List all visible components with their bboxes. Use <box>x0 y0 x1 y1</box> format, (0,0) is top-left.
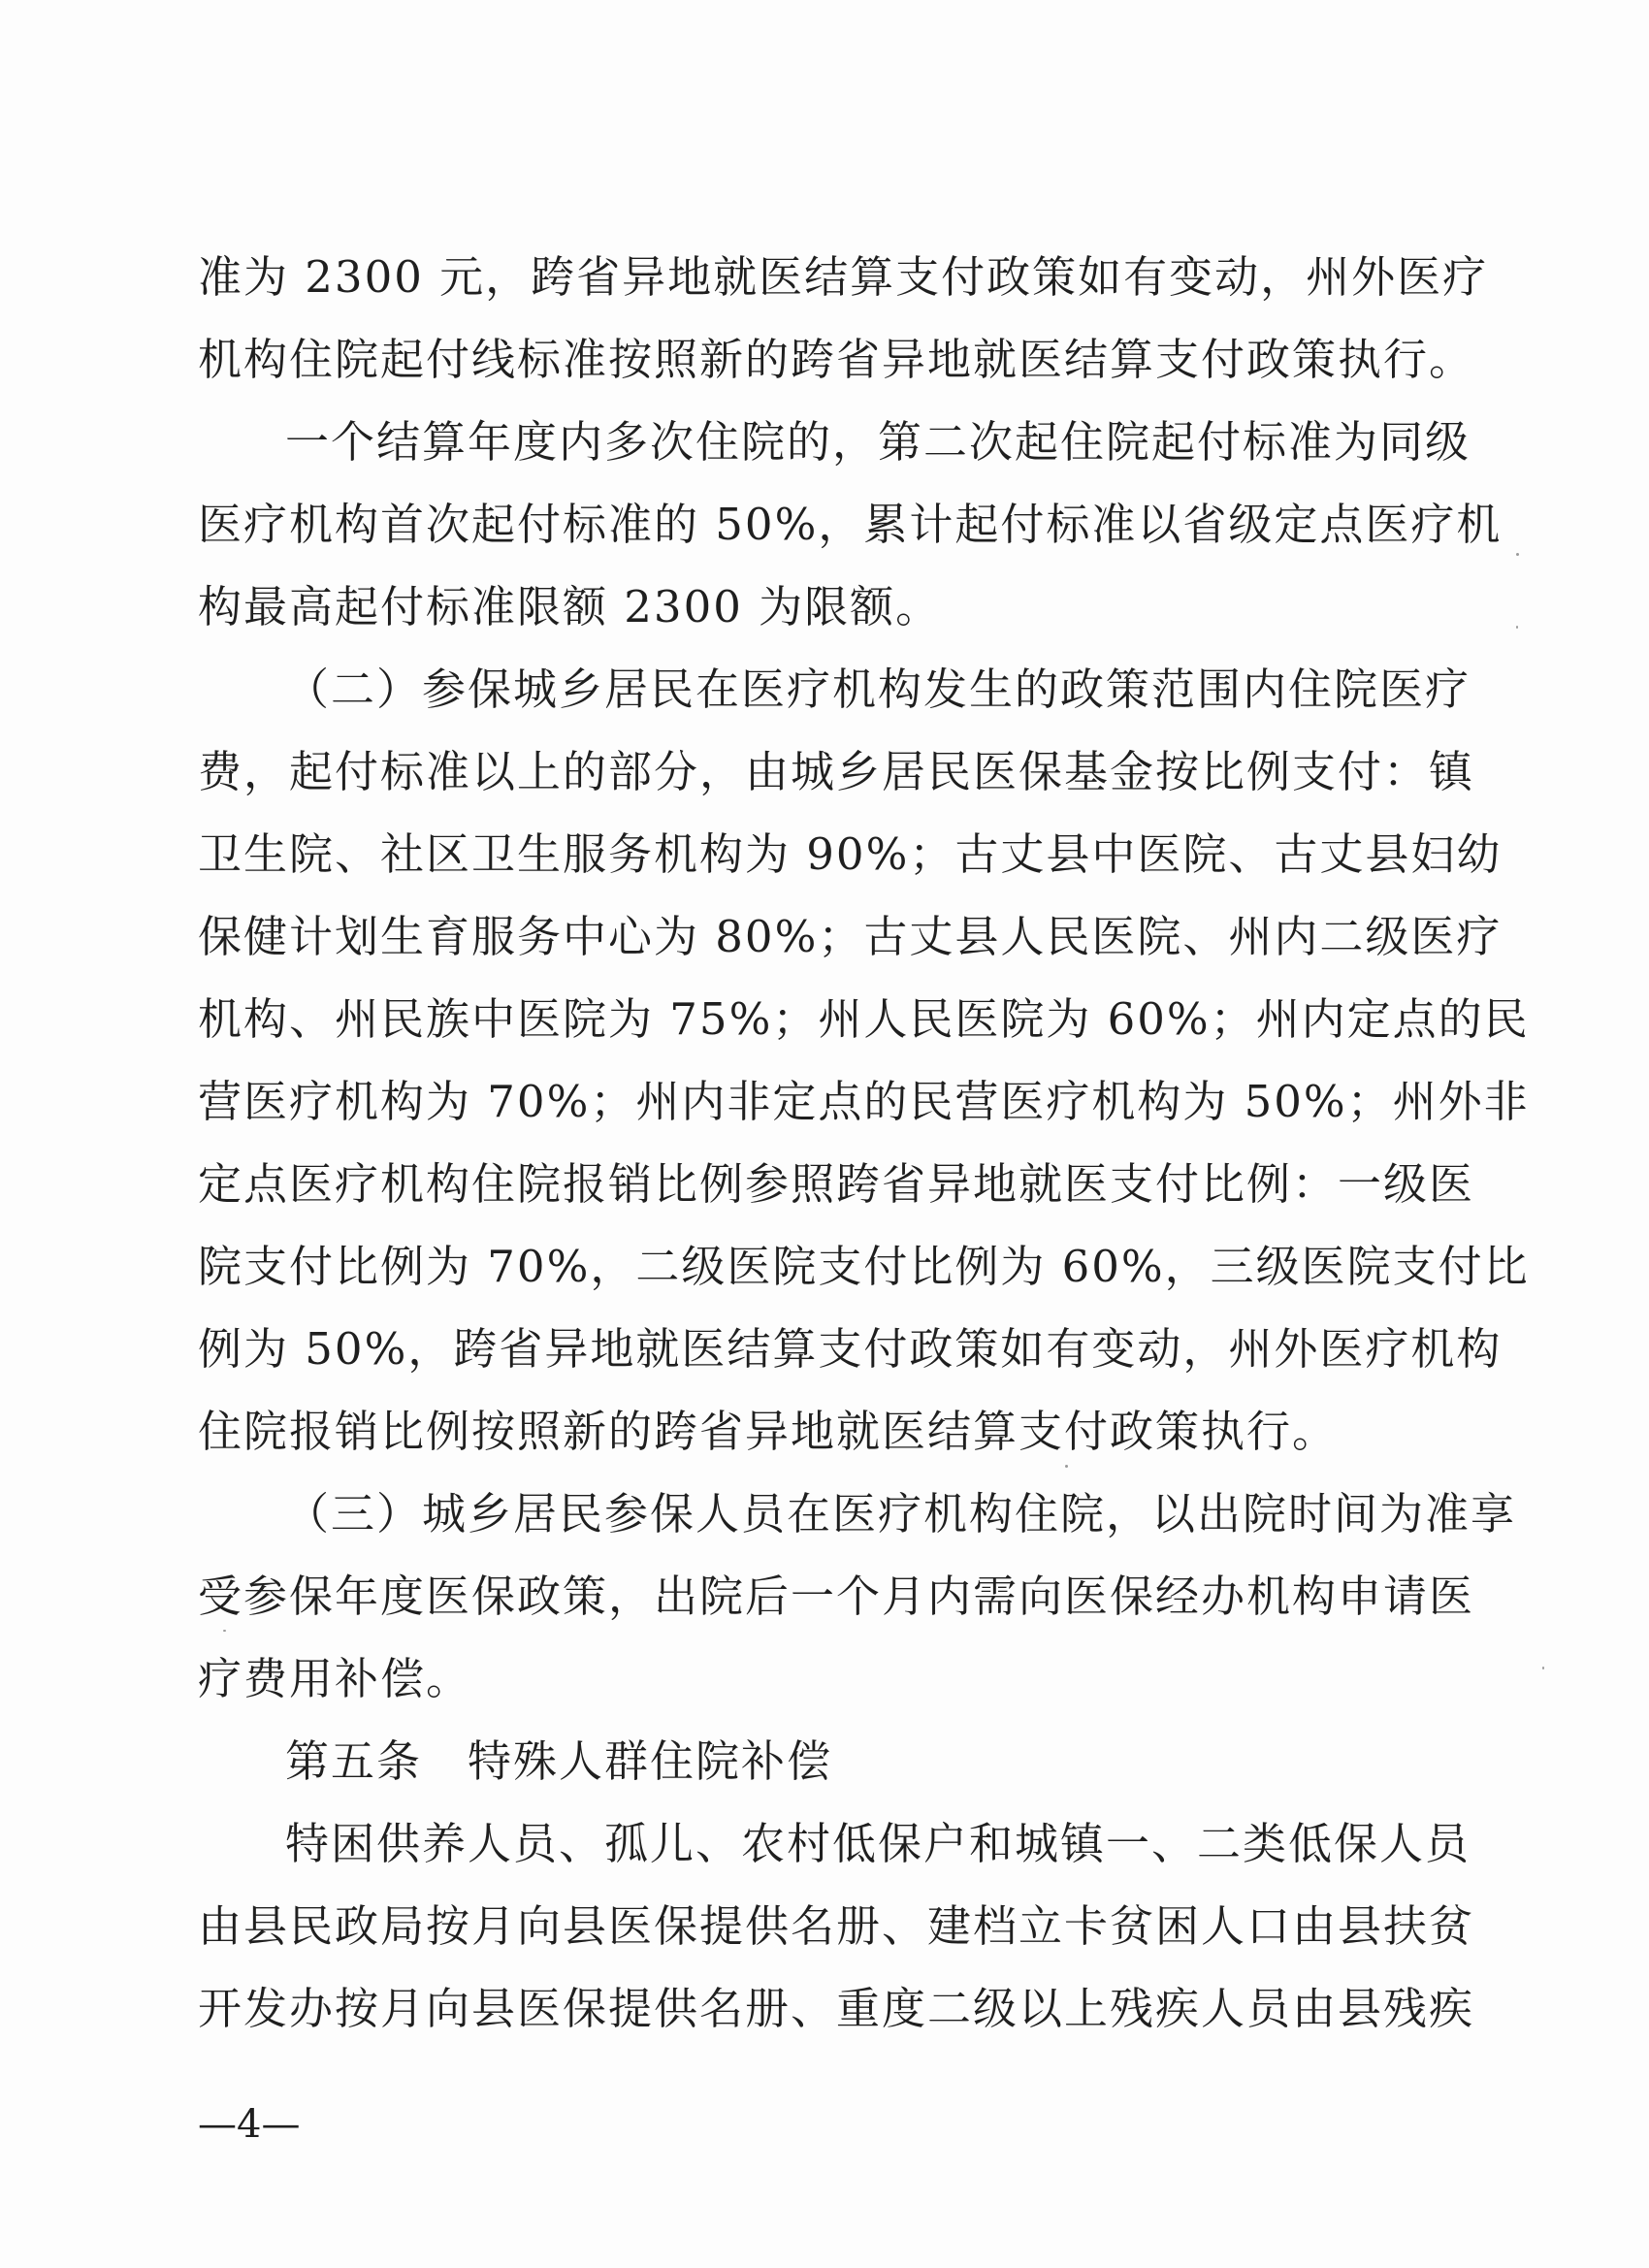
text-line: 机构住院起付线标准按照新的跨省异地就医结算支付政策执行。 <box>198 334 1475 385</box>
page-number: —4— <box>198 2102 301 2147</box>
scan-speck <box>1542 1667 1544 1669</box>
text-line: 构最高起付标准限额 2300 为限额。 <box>198 581 942 632</box>
scan-speck <box>223 1630 226 1632</box>
text-line: 院支付比例为 70%，二级医院支付比例为 60%，三级医院支付比 <box>198 1241 1530 1292</box>
section-heading: 第五条 特殊人群住院补偿 <box>285 1735 833 1787</box>
text-line: 定点医疗机构住院报销比例参照跨省异地就医支付比例：一级医 <box>198 1158 1475 1210</box>
text-line: （二）参保城乡居民在医疗机构发生的政策范围内住院医疗 <box>285 664 1471 715</box>
text-line: 营医疗机构为 70%；州内非定点的民营医疗机构为 50%；州外非 <box>198 1076 1530 1127</box>
text-line: 卫生院、社区卫生服务机构为 90%；古丈县中医院、古丈县妇幼 <box>198 828 1503 880</box>
text-line: 例为 50%，跨省异地就医结算支付政策如有变动，州外医疗机构 <box>198 1323 1503 1375</box>
text-line: 保健计划生育服务中心为 80%；古丈县人民医院、州内二级医疗 <box>198 911 1503 962</box>
text-line: 医疗机构首次起付标准的 50%，累计起付标准以省级定点医疗机 <box>198 499 1503 550</box>
text-line: 受参保年度医保政策，出院后一个月内需向医保经办机构申请医 <box>198 1571 1475 1622</box>
scan-speck <box>1065 1465 1068 1468</box>
text-line: 住院报销比例按照新的跨省异地就医结算支付政策执行。 <box>198 1406 1339 1457</box>
text-line: 疗费用补偿。 <box>198 1653 472 1704</box>
text-line: 一个结算年度内多次住院的，第二次起住院起付标准为同级 <box>285 416 1471 468</box>
text-line: 准为 2300 元，跨省异地就医结算支付政策如有变动，州外医疗 <box>198 251 1489 303</box>
text-line: （三）城乡居民参保人员在医疗机构住院，以出院时间为准享 <box>285 1488 1517 1539</box>
scan-speck <box>1516 553 1519 556</box>
text-line: 由县民政局按月向县医保提供名册、建档立卡贫困人口由县扶贫 <box>198 1900 1475 1952</box>
text-line: 开发办按月向县医保提供名册、重度二级以上残疾人员由县残疾 <box>198 1983 1475 2034</box>
text-line: 费，起付标准以上的部分，由城乡居民医保基金按比例支付：镇 <box>198 746 1475 797</box>
text-line: 机构、州民族中医院为 75%；州人民医院为 60%；州内定点的民 <box>198 993 1530 1045</box>
text-line: 特困供养人员、孤儿、农村低保户和城镇一、二类低保人员 <box>285 1818 1471 1869</box>
scan-speck <box>1516 626 1518 629</box>
